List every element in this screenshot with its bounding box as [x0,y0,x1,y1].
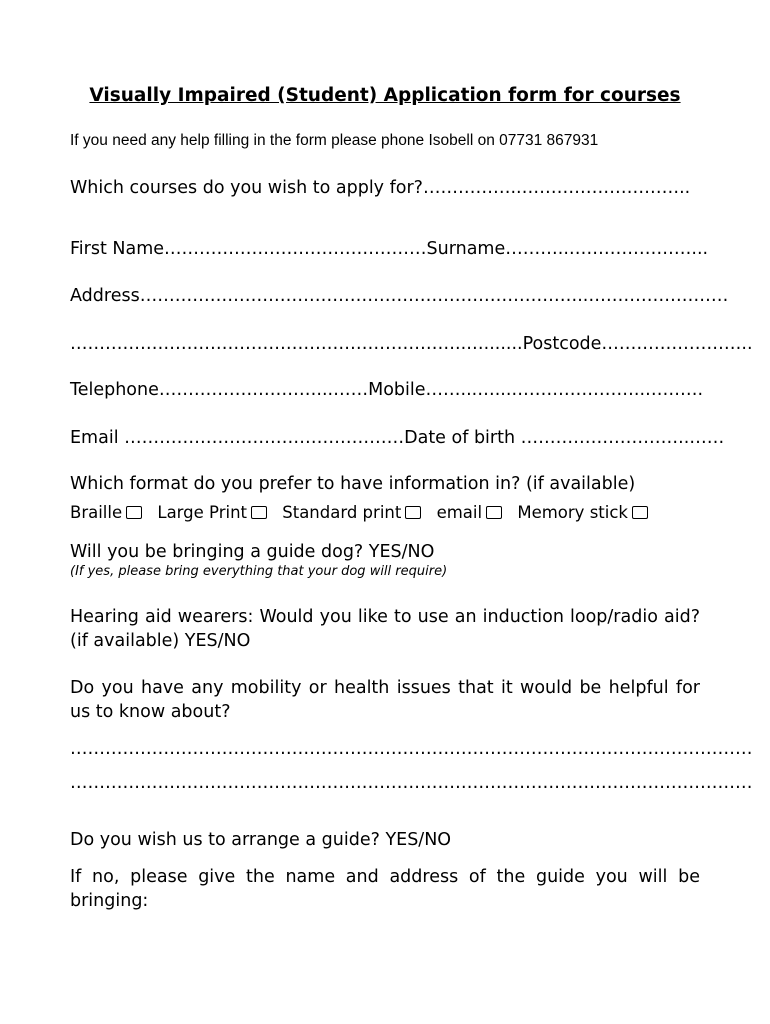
postcode-field[interactable]: …………………….. [601,334,753,354]
format-option-memory-stick[interactable]: Memory stick [517,502,648,524]
checkbox-icon[interactable] [486,506,502,519]
address-line2-field[interactable]: …………………………………………………………..…....... [70,334,523,354]
address-label: Address [70,286,140,306]
guide-dog-note: (If yes, please bring everything that your dog will require) [70,564,448,579]
phone-row [70,379,704,401]
dob-label: Date of birth [404,428,521,448]
courses-row [70,177,700,199]
address-postcode-row [70,333,753,355]
form-title: Visually Impaired (Student) Application form for courses [89,85,681,106]
format-option-standard-print[interactable]: Standard print [282,502,421,524]
postcode-label: Postcode [522,334,602,354]
checkbox-icon[interactable] [251,506,267,519]
arrange-guide-question: Do you wish us to arrange a guide? YES/NO [70,830,452,850]
dob-field[interactable]: ………………………..…… [520,428,725,448]
format-option-email[interactable]: email [437,502,503,524]
mobile-label: Mobile [368,380,426,400]
address-field[interactable]: …………………………………………………………………..…………………… [139,286,729,306]
courses-field[interactable]: ……………..……………………….. [422,178,691,198]
name-row [70,238,709,260]
guide-details-prompt: If no, please give the name and address of the guide you will be bringing: [70,867,700,911]
mobility-answer-line-1[interactable]: ……………………………………………………………………………………………………… [70,739,753,759]
surname-field[interactable]: ………..…………………... [505,239,709,259]
checkbox-icon[interactable] [632,506,648,519]
checkbox-icon[interactable] [126,506,142,519]
help-text: If you need any help filling in the form please phone Isobell on 07731 867931 [70,132,599,149]
telephone-label: Telephone [70,380,159,400]
telephone-field[interactable]: ………………………...…… [158,380,369,400]
format-options [70,502,700,524]
hearing-aid-question: Hearing aid wearers: Would you like to use an induction loop/radio aid? (if available) YES/NO [70,607,700,651]
surname-label: Surname [426,239,506,259]
format-option-large-print[interactable]: Large Print [157,502,267,524]
email-label: Email [70,428,125,448]
mobility-answer-line-2[interactable]: ……………………………………………………………………………………………………… [70,773,753,793]
format-option-braille[interactable]: Braille [70,502,142,524]
format-question: Which format do you prefer to have information in? (if available) [70,474,636,494]
mobility-question: Do you have any mobility or health issues that it would be helpful for us to know about? [70,678,700,722]
mobile-field[interactable]: ……...…...…………………..………. [425,380,704,400]
address-row [70,285,729,307]
first-name-label: First Name [70,239,165,259]
guide-dog-question: Will you be bringing a guide dog? YES/NO [70,542,435,562]
email-dob-row [70,427,725,449]
checkbox-icon[interactable] [405,506,421,519]
email-field[interactable]: ………………………………………… [124,428,405,448]
courses-label: Which courses do you wish to apply for? [70,178,423,198]
first-name-field[interactable]: ……………………………………… [164,239,427,259]
